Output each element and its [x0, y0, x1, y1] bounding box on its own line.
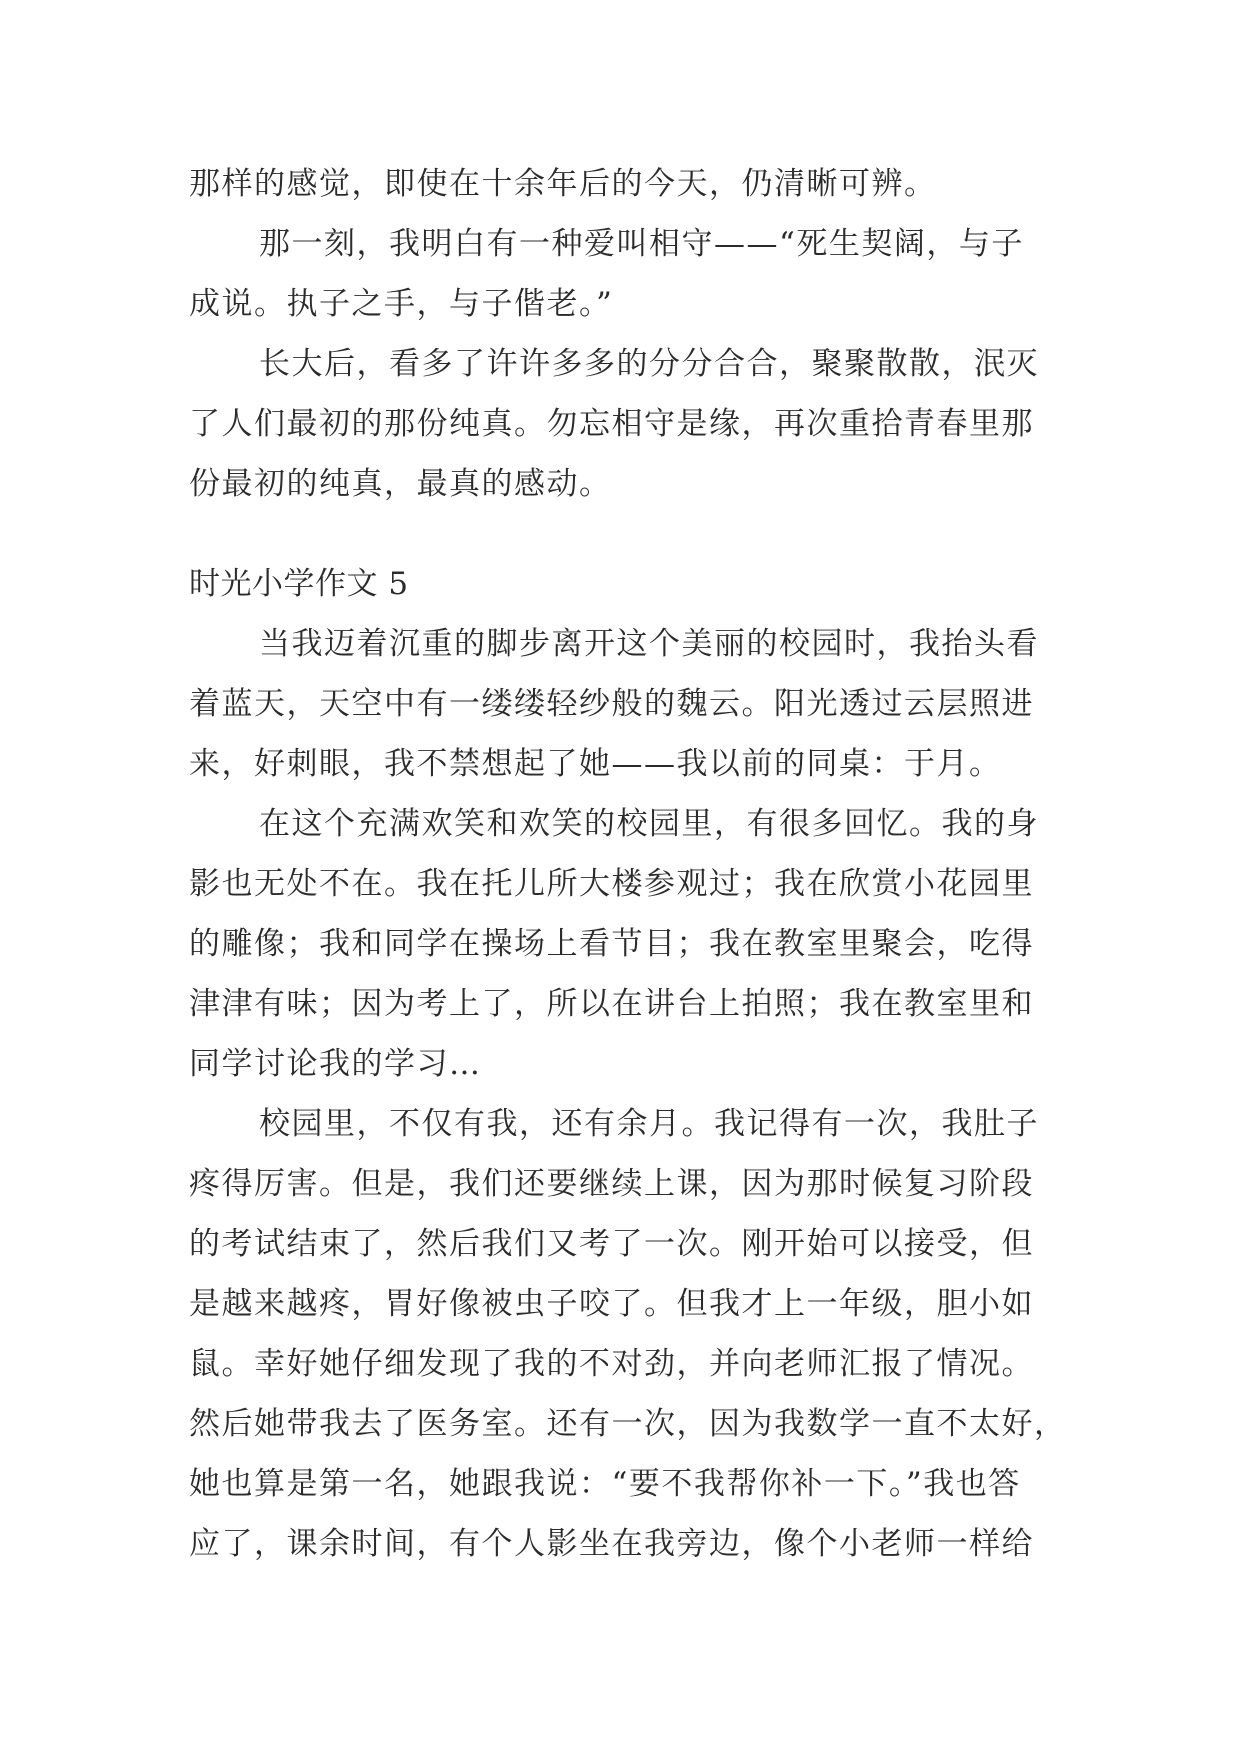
paragraph-first-line: 当我迈着沉重的脚步离开这个美丽的校园时，我抬头看	[259, 626, 1039, 662]
text-line: 来，好刺眼，我不禁想起了她——我以前的同桌：于月。	[189, 746, 1002, 782]
text-line: 是越来越疼，胃好像被虫子咬了。但我才上一年级，胆小如	[189, 1286, 1034, 1322]
paragraph-first-line: 在这个充满欢笑和欢笑的校园里，有很多回忆。我的身	[259, 806, 1039, 842]
text-line: 津津有味；因为考上了，所以在讲台上拍照；我在教室里和	[189, 986, 1034, 1022]
paragraph-first-line: 那一刻，我明白有一种爱叫相守——“死生契阔，与子	[259, 226, 1024, 262]
text-line: 影也无处不在。我在托儿所大楼参观过；我在欣赏小花园里	[189, 866, 1034, 902]
text-line: 的考试结束了，然后我们又考了一次。刚开始可以接受，但	[189, 1226, 1034, 1262]
essay-heading: 时光小学作文 5	[189, 566, 409, 602]
text-line: 她也算是第一名，她跟我说：“要不我帮你补一下。”我也答	[189, 1466, 1021, 1502]
text-line: 应了，课余时间，有个人影坐在我旁边，像个小老师一样给	[189, 1526, 1034, 1562]
essay-5	[189, 554, 1067, 1574]
paragraph-first-line: 校园里，不仅有我，还有余月。我记得有一次，我肚子	[259, 1106, 1039, 1142]
text-line: 份最初的纯真，最真的感动。	[189, 466, 612, 502]
text-line: 着蓝天，天空中有一缕缕轻纱般的魏云。阳光透过云层照进	[189, 686, 1034, 722]
paragraph-first-line: 长大后，看多了许许多多的分分合合，聚聚散散，泯灭	[259, 346, 1039, 382]
text-line: 了人们最初的那份纯真。勿忘相守是缘，再次重拾青春里那	[189, 406, 1034, 442]
text-line: 成说。执子之手，与子偕老。”	[189, 286, 614, 322]
text-line: 那样的感觉，即使在十余年后的今天，仍清晰可辨。	[189, 166, 937, 202]
text-line: 的雕像；我和同学在操场上看节目；我在教室里聚会，吃得	[189, 926, 1034, 962]
text-line: 然后她带我去了医务室。还有一次，因为我数学一直不太好，	[189, 1406, 1067, 1442]
text-line: 疼得厉害。但是，我们还要继续上课，因为那时候复习阶段	[189, 1166, 1034, 1202]
essay-continuation	[189, 154, 1059, 514]
text-line: 鼠。幸好她仔细发现了我的不对劲，并向老师汇报了情况。	[189, 1346, 1034, 1382]
text-line: 同学讨论我的学习…	[189, 1046, 482, 1082]
